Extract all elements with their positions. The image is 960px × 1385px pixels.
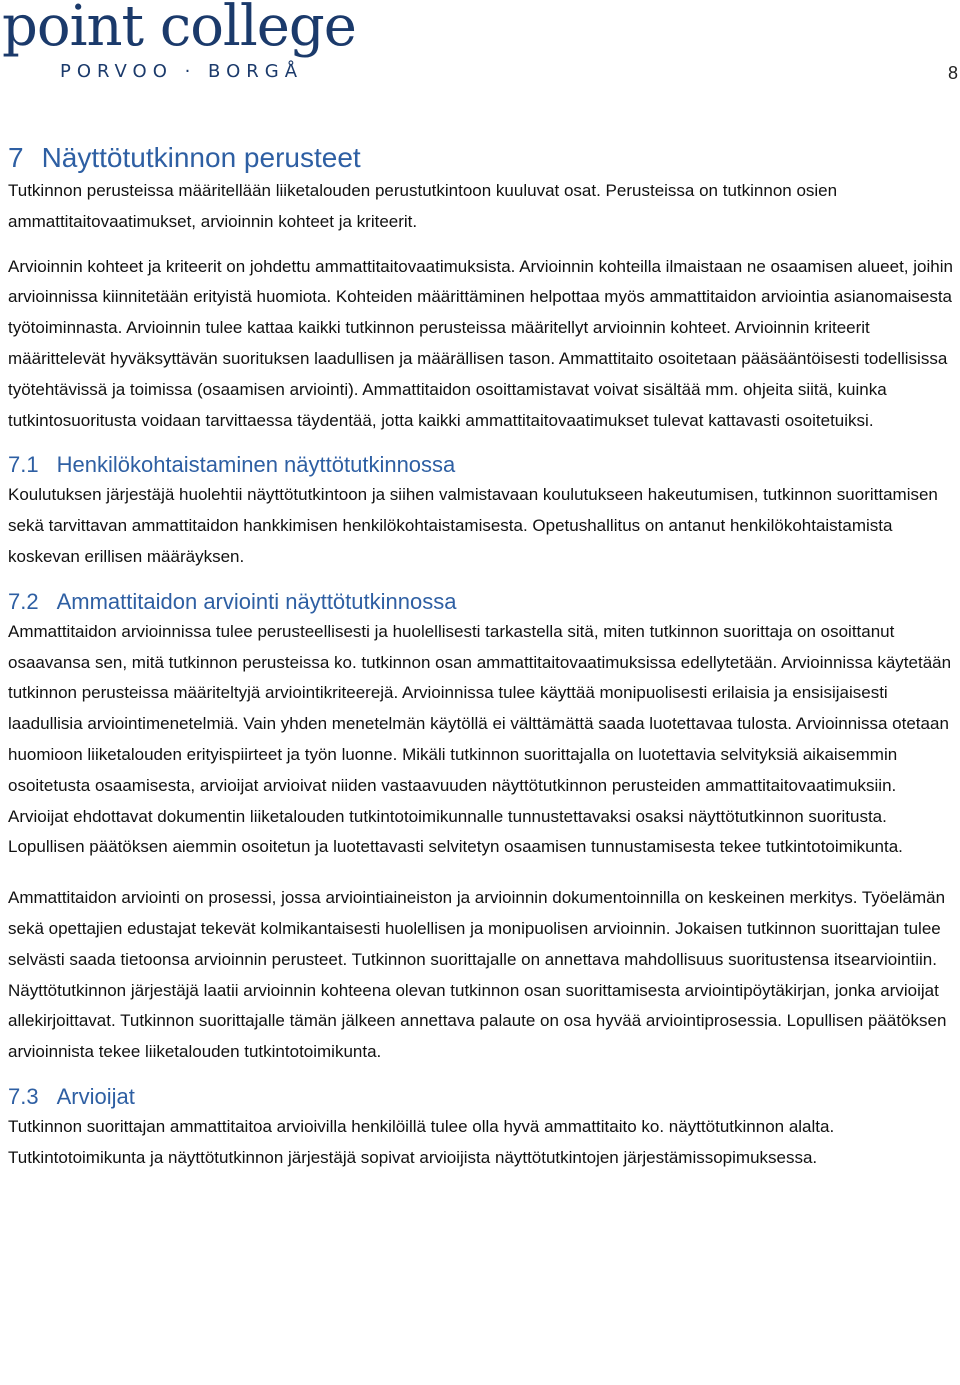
section-7-title: Näyttötutkinnon perusteet	[41, 142, 361, 173]
section-7-1-heading	[8, 450, 956, 480]
document-body	[8, 140, 956, 1174]
section-7-2-number: 7.2	[8, 588, 39, 614]
section-7-1-paragraph-1: Koulutuksen järjestäjä huolehtii näyttötutkintoon ja siihen valmistavaan koulutukseen hakeutumisen, tutkinnon suorittamisen sekä tarvittavan ammattitaidon hankkimisen henkilökohtaistamisesta. Opetushallitus on antanut henkilökohtaistamista koskevan erillisen määräyksen.	[8, 485, 938, 566]
section-7-2-paragraph-2: Ammattitaidon arviointi on prosessi, jossa arviointiaineiston ja arvioinnin dokumentoinnilla on keskeinen merkitys. Työelämän sekä opettajien edustajat tekevät kolmikantaisesti huolellisen ja monipuolisen arvioinnin. Jokaisen tutkinnon suorittajan tulee selvästi saada tietoonsa arvioinnin perusteet. Tutkinnon suorittajalle on annettava mahdollisuus suoritustensa itsearviointiin. Näyttötutkinnon järjestäjä laatii arvioinnin kohteena olevan tutkinnon osan suorittamisesta arviointipöytäkirjan, jonka arvioijat allekirjoittavat. Tutkinnon suorittajalle tämän jälkeen annettava palaute on osa hyvää arviointiprosessia. Lopullisen päätöksen arvioinnista tekee liiketalouden tutkintotoimikunta.	[8, 888, 947, 1062]
section-7-paragraph-2: Arvioinnin kohteet ja kriteerit on johdettu ammattitaitovaatimuksista. Arvioinnin kohteilla ilmaistaan ne osaamisen alueet, joihin arvioinnissa kiinnitetään erityistä huomiota. Kohteiden määrittäminen helpottaa myös ammattitaidon arviointia asianomaisesta työtoiminnasta. Arvioinnin tulee kattaa kaikki tutkinnon perusteissa määritellyt arvioinnin kohteet. Arvioinnin kriteerit määrittelevät hyväksyttävän suorituksen laadullisen ja määrällisen tason. Ammattitaito osoitetaan pääsääntöisesti todellisissa työtehtävissä ja toimissa (osaamisen arviointi). Ammattitaidon osoittamistavat voivat sisältää mm. ohjeita siitä, kuinka tutkintosuoritusta voidaan tarvittaessa täydentää, jotta kaikki ammattitaitovaatimukset tulevat kattavasti osoitetuiksi.	[8, 256, 953, 430]
section-7-1-title: Henkilökohtaistaminen näyttötutkinnossa	[56, 452, 456, 478]
section-7-2-title: Ammattitaidon arviointi näyttötutkinnossa	[56, 588, 457, 614]
logo-location: PORVOO · BORGÅ	[60, 61, 304, 82]
section-7-3-heading	[8, 1082, 956, 1112]
section-7-3-number: 7.3	[8, 1083, 39, 1109]
section-7-heading	[8, 140, 956, 176]
section-7-1-number: 7.1	[8, 452, 39, 478]
page-number: 8	[947, 63, 958, 83]
section-7-number: 7	[8, 142, 24, 173]
section-7-paragraph-1: Tutkinnon perusteissa määritellään liiketalouden perustutkintoon kuuluvat osat. Perusteissa on tutkinnon osien ammattitaitovaatimukset, arvioinnin kohteet ja kriteerit.	[8, 181, 838, 231]
section-7-3-title: Arvioijat	[56, 1083, 135, 1109]
section-7-2-heading	[8, 587, 956, 617]
college-logo	[2, 0, 422, 90]
section-7-3-paragraph-1: Tutkinnon suorittajan ammattitaitoa arvioivilla henkilöillä tulee olla hyvä ammattitaito ko. näyttötutkinnon alalta. Tutkintotoimikunta ja näyttötutkinnon järjestäjä sopivat arvioijista näyttötutkintojen järjestämissopimuksessa.	[8, 1116, 835, 1167]
section-7-2-paragraph-1: Ammattitaidon arvioinnissa tulee perusteellisesti ja huolellisesti tarkastella sitä, miten tutkinnon suorittaja on osoittanut osaavansa sen, mitä tutkinnon perusteissa ko. tutkinnon osan ammattitaitovaatimuksissa edellytetään. Arvioinnissa käytetään tutkinnon perusteissa määriteltyjä arviointikriteerejä. Arvioinnissa tulee käyttää monipuolisesti erilaisia ja ensisijaisesti laadullisia arviointimenetelmiä. Vain yhden menetelmän käytöllä ei välttämättä saada luotettavaa tulosta. Arvioinnissa otetaan huomioon liiketalouden erityispiirteet ja työn luonne. Mikäli tutkinnon suorittajalla on luotettavia selvityksiä aikaisemmin osoitetusta osaamisesta, arvioijat arvioivat niiden vastaavuuden näyttötutkinnon perusteiden ammattitaitovaatimuksiin. Arvioijat ehdottavat dokumentin liiketalouden tutkintotoimikunnalle tunnustettavaksi osaksi näyttötutkinnon suoritusta. Lopullisen päätöksen aiemmin osoitetun ja luotettavasti selvitetyn osaamisen tunnustamisesta tekee tutkintotoimikunta.	[8, 621, 952, 857]
logo-wordmark: point college	[2, 0, 356, 59]
